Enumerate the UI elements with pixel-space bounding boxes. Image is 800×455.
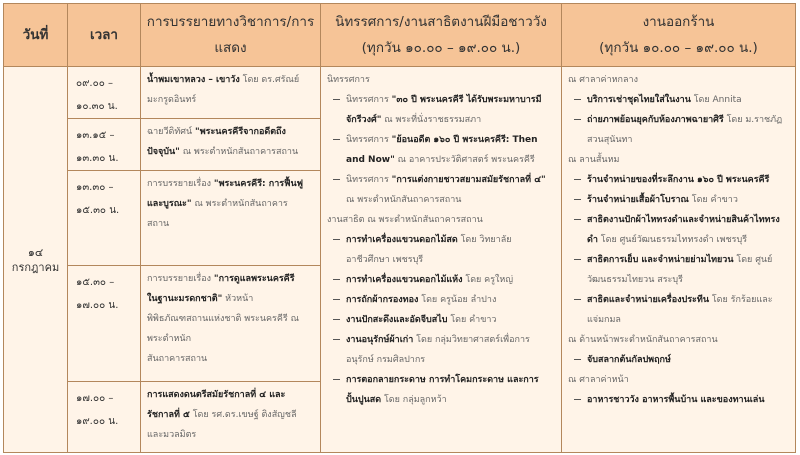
text-fragment: โดย วิทยาลัย [457, 235, 512, 245]
bold-text: จักรีวงศ์" [346, 115, 382, 125]
bold-text: "ย้อนอดีต ๑๖๐ ปี พระนครคีรี: Then [391, 135, 538, 145]
program-cell [141, 266, 321, 382]
text-fragment: ณ ลานสั้นหม [568, 155, 620, 165]
time-cell [68, 266, 141, 382]
header-shops-line: (ทุกวัน ๑๐.๐๐ – ๑๙.๐๐ น.) [599, 40, 758, 56]
text-fragment: งานสาธิต ณ พระตำหนักสันถาคารสถาน [327, 215, 483, 225]
bold-text: "๓๐ ปี พระนครคีรี ได้รับพระมหาบารมี [391, 95, 542, 105]
text-fragment: โดย ม.ราชภัฏ [723, 115, 783, 125]
program-line [147, 269, 314, 289]
shop-item [568, 350, 789, 370]
header-shops-line: งานออกร้าน [642, 14, 715, 30]
text-fragment: โดย คำขาว [447, 315, 497, 325]
bullet-dash-icon [333, 379, 340, 380]
exhibit-item [327, 190, 555, 210]
shop-item [568, 290, 789, 310]
text-fragment: นิทรรศการ [346, 175, 392, 185]
exhibit-item [327, 230, 555, 250]
bullet-dash-icon [574, 359, 581, 360]
program-line [147, 122, 314, 142]
bullet-dash-icon [574, 259, 581, 260]
text-fragment: สถาน [147, 219, 170, 229]
text-fragment: โดย ศูนย์ [733, 255, 773, 265]
shop-item [568, 130, 789, 150]
text-fragment: สวนสุนันทา [587, 135, 633, 145]
program-line [147, 90, 314, 110]
program-cell [141, 119, 321, 171]
bold-text: ถ่ายภาพย้อนยุคกับห้องภาพฉายาศิรี [587, 115, 724, 125]
text-fragment: โดย กลุ่มลูกหว้า [381, 395, 447, 405]
bold-text: สาธิตและจำหน่ายเครื่องประทีน [587, 295, 709, 305]
text-fragment: โดย Annita [690, 95, 742, 105]
shop-item [568, 390, 789, 410]
bold-text: ดำ [587, 235, 598, 245]
time-cell [68, 382, 141, 453]
shop-item [568, 330, 789, 350]
program-line [147, 214, 314, 234]
day-number: ๑๔ [27, 245, 44, 259]
bullet-dash-icon [574, 119, 581, 120]
bold-text: การแสดงดนตรีสมัยรัชกาลที่ ๔ และ [147, 390, 286, 400]
bold-text: "พระนครคีรีจากอดีตถึง [195, 127, 286, 137]
header-time: เวลา [68, 4, 141, 67]
text-fragment: และมวลมิตร [147, 430, 197, 440]
text-fragment: ณ อาคารประวัติศาสตร์ พระนครคีรี [394, 155, 535, 165]
time-end: ๑๐.๓๐ น. [76, 101, 118, 112]
time-end: ๑๓.๓๐ น. [76, 153, 119, 164]
time-end: ๑๕.๓๐ น. [76, 205, 120, 216]
text-fragment: แจ่มกมล [587, 315, 621, 325]
program-line [147, 70, 314, 90]
exhibit-item [327, 310, 555, 330]
text-fragment: พิพิธภัณฑสถานแห่งชาติ พระนครคีรี ณ [147, 314, 299, 324]
bullet-dash-icon [333, 279, 340, 280]
day-cell [4, 67, 68, 453]
text-fragment: โดย ศูนย์วัฒนธรรมไททรงดำ เพชรบุรี [597, 235, 748, 245]
shop-item [568, 270, 789, 290]
shop-item [568, 310, 789, 330]
bold-text: ปัจจุบัน" [147, 147, 180, 157]
exhibit-item [327, 90, 555, 110]
bold-text: บริการเช่าชุดไทยใส่ในงาน [587, 95, 691, 105]
bold-text: ร้านจำหน่ายเสื้อผ้าโบราณ [587, 195, 689, 205]
bullet-dash-icon [574, 299, 581, 300]
exhibit-item [327, 270, 555, 290]
header-exhibit-line: (ทุกวัน ๑๐.๐๐ – ๑๙.๐๐ น.) [361, 40, 521, 56]
exhibit-item [327, 130, 555, 150]
text-fragment: โดย รักร้อยและ [708, 295, 773, 305]
bullet-dash-icon [333, 239, 340, 240]
bullet-dash-icon [333, 299, 340, 300]
exhibit-item [327, 390, 555, 410]
text-fragment: ณ พระตำหนักสันถาคาร [191, 199, 288, 209]
header-row [4, 4, 796, 67]
text-fragment: โดย ดร.ศรัณย์ [239, 75, 300, 85]
exhibit-item [327, 70, 555, 90]
shop-item [568, 190, 789, 210]
text-fragment: โดย กลุ่มวิทยาศาสตร์เพื่อการ [413, 335, 530, 345]
header-lecture-line: การบรรยายทางวิชาการ/การ [146, 14, 315, 30]
text-fragment: โดย ครูน้อย ลำปาง [418, 295, 497, 305]
exhibit-item [327, 110, 555, 130]
bullet-dash-icon [333, 339, 340, 340]
bold-text: อาหารชาววัง อาหารพื้นบ้าน และของทานเล่น [587, 395, 765, 405]
program-line [147, 329, 314, 349]
text-fragment: มะกรูดอินทร์ [147, 95, 197, 105]
time-start: ๑๓.๑๕ – [76, 130, 115, 141]
shops-cell [562, 67, 796, 453]
header-exhibit [321, 4, 562, 67]
text-fragment: สันถาคารสถาน [147, 354, 208, 364]
bold-text: ในฐานะมรดกชาติ" [147, 294, 223, 304]
text-fragment: ณ พระตำหนักสันถาคารสถาน [179, 147, 299, 157]
program-line [147, 425, 314, 445]
table-row [4, 67, 796, 119]
bold-text: งานปักสะดึงและอัดจีบสไบ [346, 315, 448, 325]
shop-item [568, 210, 789, 230]
program-line [147, 309, 314, 329]
text-fragment: ณ พระที่นั่งราชธรรมสภา [381, 115, 482, 125]
header-exhibit-line: นิทรรศการ/งานสาธิตงานฝีมือชาววัง [335, 14, 547, 30]
time-start: ๑๗.๐๐ – [76, 393, 114, 404]
bold-text: และบูรณะ" [147, 199, 192, 209]
bullet-dash-icon [574, 99, 581, 100]
text-fragment: ณ ศาลาค่าหกลาง [568, 75, 638, 85]
time-cell [68, 171, 141, 266]
text-fragment: โดย รศ.ดร.เขษฐ์ ติงสัญชลี [189, 410, 297, 420]
schedule-table [3, 3, 796, 453]
bold-text: สาธิตงานปักผ้าไหทรงดำและจำหน่ายสินค้าไททรง [587, 215, 780, 225]
text-fragment: การบรรยายเรื่อง [147, 274, 214, 284]
program-line [147, 349, 314, 369]
shop-item [568, 70, 789, 90]
text-fragment: โดย ครูใหญ่ [462, 275, 514, 285]
exhibit-item [327, 150, 555, 170]
header-lecture [141, 4, 321, 67]
shop-item [568, 230, 789, 250]
exhibit-item [327, 370, 555, 390]
shop-item [568, 90, 789, 110]
text-fragment: นิทรรศการ [327, 75, 370, 85]
text-fragment: นิทรรศการ [346, 135, 392, 145]
text-fragment: ณ ศาลาค่าหน้า [568, 375, 629, 385]
bold-text: งานอนุรักษ์ผ้าเก่า [346, 335, 414, 345]
exhibit-item [327, 330, 555, 350]
exhibit-item [327, 210, 555, 230]
bold-text: "พระนครคีรี: การฟื้นฟู [213, 179, 304, 189]
bold-text: "การแต่งกายชาวสยามสมัยรัชกาลที่ ๔" [391, 175, 546, 185]
day-month: กรกฎาคม [11, 260, 60, 274]
bold-text: การตอกลายกระดาษ การทำโคมกระดาษ และการ [346, 375, 539, 385]
bold-text: การทำเครื่องแขวนดอกไม้แห้ง [346, 275, 463, 285]
program-cell [141, 67, 321, 119]
program-cell [141, 382, 321, 453]
bullet-dash-icon [333, 179, 340, 180]
exhibit-cell [321, 67, 562, 453]
shop-item [568, 150, 789, 170]
exhibit-item [327, 170, 555, 190]
bold-text: "การดูแลพระนครคีรี [213, 274, 295, 284]
text-fragment: นิทรรศการ [346, 95, 392, 105]
bold-text: การทำเครื่องแขวนดอกไม้สด [346, 235, 458, 245]
time-end: ๑๗.๐๐ น. [76, 300, 119, 311]
text-fragment: พระตำหนัก [147, 334, 192, 344]
time-start: ๑๓.๓๐ – [76, 182, 114, 193]
text-fragment: อาชีวศึกษา เพชรบุรี [346, 255, 424, 265]
bold-text: and Now" [346, 155, 395, 165]
program-line [147, 142, 314, 162]
bold-text: ปั้นปูนสด [346, 395, 382, 405]
exhibit-item [327, 250, 555, 270]
program-line [147, 405, 314, 425]
time-end: ๑๙.๐๐ น. [76, 416, 119, 427]
text-fragment: การบรรยายเรื่อง [147, 179, 214, 189]
shop-item [568, 250, 789, 270]
bullet-dash-icon [574, 199, 581, 200]
program-line [147, 385, 314, 405]
time-cell [68, 119, 141, 171]
time-cell [68, 67, 141, 119]
bullet-dash-icon [574, 399, 581, 400]
shop-item [568, 170, 789, 190]
bold-text: การถักผ้ากรองทอง [346, 295, 419, 305]
bullet-dash-icon [333, 139, 340, 140]
shop-item [568, 110, 789, 130]
bold-text: ร้านจำหน่ายของที่ระลึกงาน ๑๖๐ ปี พระนครคีรี [587, 175, 770, 185]
exhibit-item [327, 350, 555, 370]
bullet-dash-icon [333, 319, 340, 320]
bullet-dash-icon [574, 219, 581, 220]
program-line [147, 174, 314, 194]
text-fragment: วัฒนธรรมไทยวน สระบุรี [587, 275, 683, 285]
text-fragment: หัวหน้า [222, 294, 254, 304]
bold-text: จับสลากต้นกัลปพฤกษ์ [587, 355, 671, 365]
time-start: ๑๕.๓๐ – [76, 277, 115, 288]
text-fragment: ฉายวีดิทัศน์ [147, 127, 196, 137]
header-shops [562, 4, 796, 67]
header-day: วันที่ [4, 4, 68, 67]
program-line [147, 194, 314, 214]
time-start: ๐๙.๐๐ – [76, 78, 113, 89]
header-lecture-line: แสดง [214, 40, 247, 56]
bold-text: น้ำพมเขาหลวง – เขาวัง [147, 75, 240, 85]
bullet-dash-icon [574, 179, 581, 180]
bold-text: สาธิตการเย็บ และจำหน่ายย่ามไทยวน [587, 255, 734, 265]
text-fragment: ณ พระตำหนักสันถาคารสถาน [346, 195, 462, 205]
bullet-dash-icon [333, 99, 340, 100]
text-fragment: ณ ด้านหน้าพระตำหนักสันถาคารสถาน [568, 335, 718, 345]
text-fragment: โดย คำขาว [688, 195, 738, 205]
text-fragment: อนุรักษ์ กรมศิลปากร [346, 355, 426, 365]
exhibit-item [327, 290, 555, 310]
program-line [147, 289, 314, 309]
program-cell [141, 171, 321, 266]
bold-text: รัชกาลที่ ๕ [147, 410, 190, 420]
shop-item [568, 370, 789, 390]
